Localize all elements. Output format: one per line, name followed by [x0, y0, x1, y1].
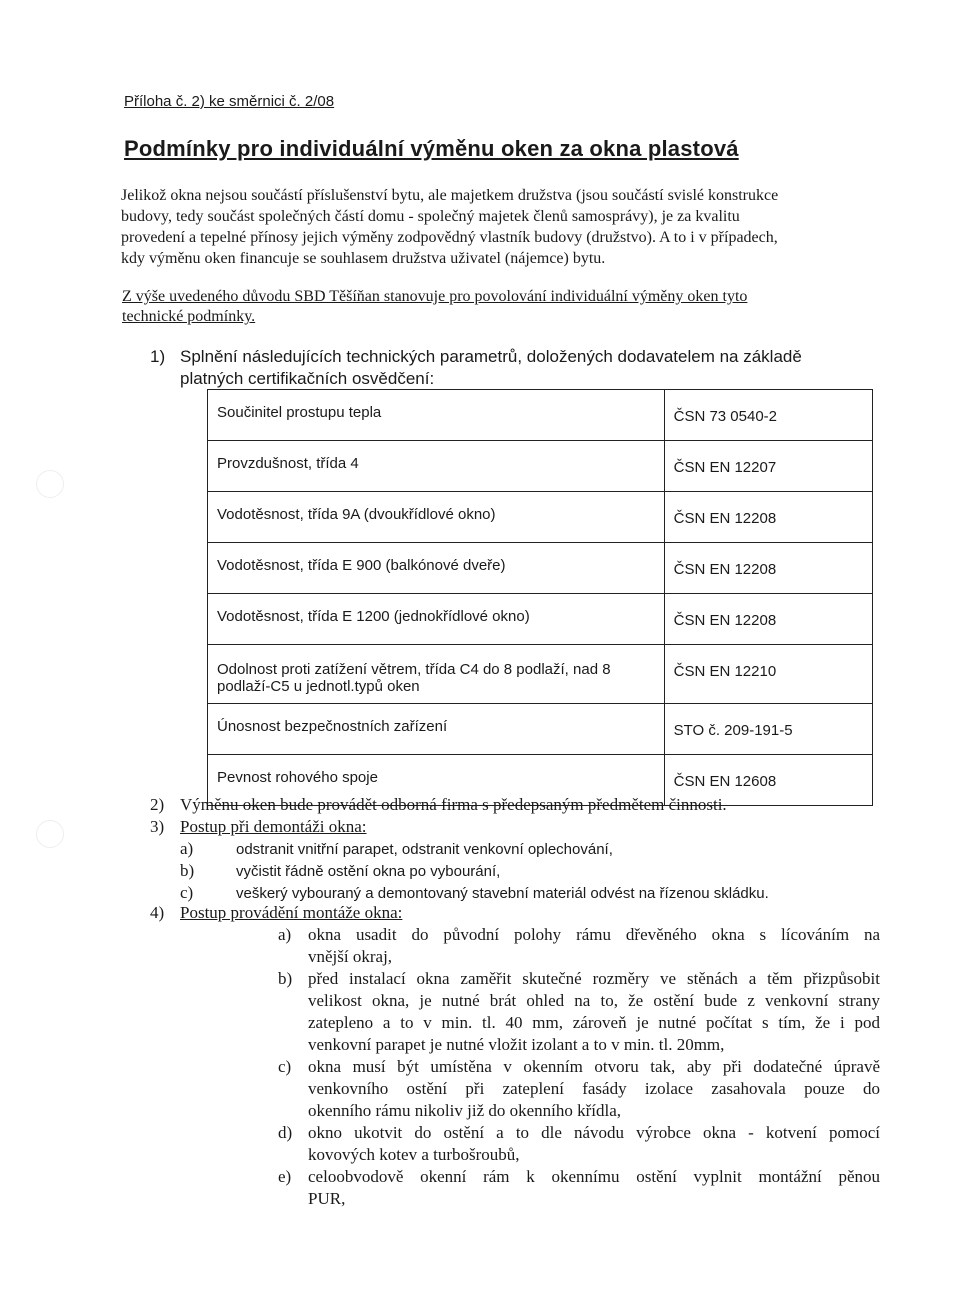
intro-line: kdy výměnu oken financuje se souhlasem družstva uživatel (nájemce) bytu.: [121, 250, 606, 267]
punch-hole-mark: [36, 820, 64, 848]
sub-line: venkovní parapet je nutné vložit izolant a to v min. tl. 20mm,: [308, 1035, 725, 1054]
requirement-line: Splnění následujících technických parametrů, doložených dodavatelem na základě: [180, 347, 802, 366]
item-number: 3): [150, 817, 165, 836]
sub-letter: a): [278, 925, 292, 944]
page-title: Podmínky pro individuální výměnu oken za okna plastová: [124, 136, 739, 161]
sub-text: vyčistit řádně ostění okna po vybourání,: [236, 863, 501, 880]
sub-line: kovových kotev a turbošroubů,: [308, 1145, 520, 1164]
reason-paragraph: [122, 287, 852, 327]
reason-line: technické podmínky.: [122, 308, 256, 325]
intro-line: budovy, tedy součást společných částí domu - společný majetek členů samosprávy), je za kvalitu: [121, 208, 740, 225]
sub-letter: a): [180, 839, 194, 858]
sub-letter: c): [278, 1057, 292, 1076]
sub-letter: b): [180, 861, 195, 880]
punch-hole-mark: [36, 470, 64, 498]
parameter-standard: ČSN EN 12208: [664, 543, 872, 594]
intro-line: Jelikož okna nejsou součástí příslušenství bytu, ale majetkem družstva (jsou součástí svislé konstrukce: [121, 187, 779, 204]
reason-line: Z výše uvedeného důvodu SBD Těšíňan stanovuje pro povolování individuální výměny oken tyto: [122, 288, 748, 305]
parameter-standard: ČSN 73 0540-2: [664, 390, 872, 441]
sub-line: okenního rámu nikoliv již do okenního křídla,: [308, 1101, 622, 1120]
intro-line: provedení a tepelné přínosy jejich výměny zodpovědný vlastník budovy (družstvo). A to i v případech,: [121, 229, 778, 246]
sub-line: vnější okraj,: [308, 947, 393, 966]
appendix-label: Příloha č. 2) ke směrnici č. 2/08: [124, 93, 335, 110]
sub-line: velikost okna, je nutné brát ohled na to, že ostění bude z venkovní strany: [308, 991, 880, 1010]
sub-text: [308, 1056, 880, 1122]
sub-line: okno ukotvit do ostění a to dle návodu výrobce okna - kotvení pomocí: [308, 1123, 880, 1142]
table-row: [208, 390, 873, 441]
item-heading: Postup při demontáži okna:: [180, 817, 367, 836]
table-row: [208, 543, 873, 594]
requirement-text: [180, 346, 850, 390]
parameter-standard: ČSN EN 12208: [664, 594, 872, 645]
sub-line: okna usadit do původní polohy rámu dřevěného okna s lícováním na: [308, 925, 880, 944]
sub-text: [308, 1122, 880, 1166]
table-row: [208, 704, 873, 755]
sub-letter: d): [278, 1123, 293, 1142]
sub-line: zatepleno a to v min. tl. 40 mm, zároveň je nutné počítat s tím, že i pod: [308, 1013, 880, 1032]
parameter-name: Odolnost proti zatížení větrem, třída C4 do 8 podlaží, nad 8 podlaží-C5 u jednotl.typů oken: [208, 645, 665, 704]
sub-line: venkovního ostění při zateplení fasády izolace zasahovala pouze do: [308, 1079, 880, 1098]
parameter-name: Vodotěsnost, třída E 900 (balkónové dveře): [208, 543, 665, 594]
sub-text: [308, 968, 880, 1056]
parameter-name: Vodotěsnost, třída E 1200 (jednokřídlové okno): [208, 594, 665, 645]
parameter-standard: ČSN EN 12207: [664, 441, 872, 492]
sub-line: okna musí být umístěna v okenním otvoru tak, aby při dodatečné úpravě: [308, 1057, 880, 1076]
requirement-number: 1): [150, 347, 166, 366]
sub-line: před instalací okna zaměřit skutečné rozměry ve stěnách a těm přizpůsobit: [308, 969, 880, 988]
parameters-table: [207, 389, 873, 806]
sub-text: [308, 924, 880, 968]
parameter-standard: ČSN EN 12210: [664, 645, 872, 704]
parameter-standard: STO č. 209-191-5: [664, 704, 872, 755]
sub-letter: c): [180, 883, 194, 902]
sub-line: PUR,: [308, 1189, 346, 1208]
item-number: 4): [150, 903, 165, 922]
sub-letter: b): [278, 969, 293, 988]
parameter-name: Únosnost bezpečnostních zařízení: [208, 704, 665, 755]
parameter-standard: ČSN EN 12608: [664, 755, 872, 806]
table-row: [208, 645, 873, 704]
parameter-standard: ČSN EN 12208: [664, 492, 872, 543]
requirement-line: platných certifikačních osvědčení:: [180, 369, 435, 388]
item-text: Výměnu oken bude provádět odborná firma s předepsaným předmětem činnosti.: [180, 795, 727, 814]
parameter-name: Pevnost rohového spoje: [208, 755, 665, 806]
table-row: [208, 492, 873, 543]
sub-text: [308, 1166, 880, 1210]
parameter-name: Vodotěsnost, třída 9A (dvoukřídlové okno): [208, 492, 665, 543]
table-row: [208, 594, 873, 645]
intro-paragraph: [121, 185, 847, 269]
sub-line: celoobvodově okenní rám k okennímu ostění vyplnit montážní pěnou: [308, 1167, 880, 1186]
sub-text: odstranit vnitřní parapet, odstranit venkovní oplechování,: [236, 841, 613, 858]
sub-letter: e): [278, 1167, 292, 1186]
sub-text: veškerý vybouraný a demontovaný stavební materiál odvést na řízenou skládku.: [236, 885, 769, 902]
parameter-name: Provzdušnost, třída 4: [208, 441, 665, 492]
table-row: [208, 441, 873, 492]
item-number: 2): [150, 795, 165, 814]
item-heading: Postup provádění montáže okna:: [180, 903, 403, 922]
parameter-name: Součinitel prostupu tepla: [208, 390, 665, 441]
